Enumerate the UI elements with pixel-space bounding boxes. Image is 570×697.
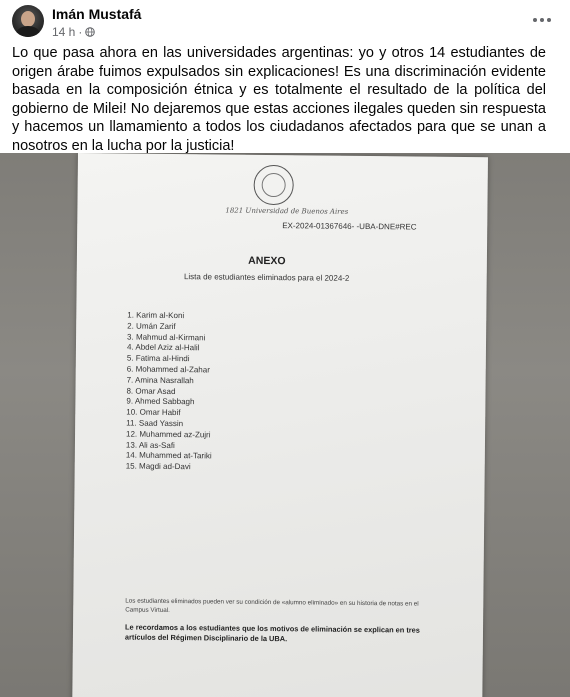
list-item: 2. Umán Zarif [127,321,176,331]
list-title: Lista de estudiantes eliminados para el 2024-2 [183,272,350,283]
list-item: 11. Saad Yassin [126,418,184,429]
list-item: 10. Omar Habif [126,407,181,418]
more-dot [547,18,551,22]
list-item: 9. Ahmed Sabbagh [126,396,195,407]
list-item: 3. Mahmud al-Kirmani [127,332,206,342]
meta-separator: · [78,25,83,39]
avatar[interactable] [12,5,44,37]
post-header [0,0,570,42]
list-item: 6. Mohammed al-Zahar [126,364,210,375]
avatar-face [21,11,35,27]
post-text: Lo que pasa ahora en las universidades argentinas: yo y otros 14 estudiantes de origen árabe fuimos expulsados sin explicaciones! Es una discriminación evidente basada en la composición étnica y es totalmente el resultado de la política del gobierno de Milei! No dejaremos que estas acciones ilegales queden sin respuesta y hacemos un llamamiento a todos los ciudadanos afectados para que se unan a nosotros en la lucha por la justicia! [12,45,546,154]
university-name: 1821 Universidad de Buenos Aires [225,206,349,216]
list-item: 12. Muhammed az-Zujri [126,429,211,440]
document-reminder: Le recordamos a los estudiantes que los motivos de eliminación se explican en tres artículos del Régimen Disciplinario de la UBA. [124,622,420,643]
author-name[interactable]: Imán Mustafá [52,6,142,22]
list-item: 1. Karim al-Koni [127,310,185,321]
university-seal [253,165,293,205]
document-code: EX-2024-01367646- -UBA-DNE#REC [282,221,417,232]
list-item: 14. Muhammed at-Tariki [125,450,212,461]
list-item: 15. Magdi ad-Davi [125,461,191,472]
more-dot [540,18,544,22]
list-item: 7. Amina Nasrallah [126,375,194,386]
document-heading: ANEXO [248,254,286,268]
globe-icon[interactable] [85,27,95,37]
more-dot [533,18,537,22]
list-item: 5. Fatima al-Hindi [126,353,190,364]
list-item: 8. Omar Asad [126,386,176,396]
post-meta [52,25,95,39]
document-paper [72,153,488,697]
post-time[interactable]: 14 h [52,25,76,39]
avatar-body [16,26,40,37]
post-photo[interactable] [0,153,570,697]
student-list [126,311,214,474]
list-item: 4. Abdel Aziz al-Halil [126,342,200,353]
document-footnote: Los estudiantes eliminados pueden ver su condición de «alumno eliminado» en su historia de notas en el Campus Virtual. [125,597,419,614]
more-options-icon[interactable] [530,10,554,30]
list-item: 13. Ali as-Safi [125,440,175,450]
